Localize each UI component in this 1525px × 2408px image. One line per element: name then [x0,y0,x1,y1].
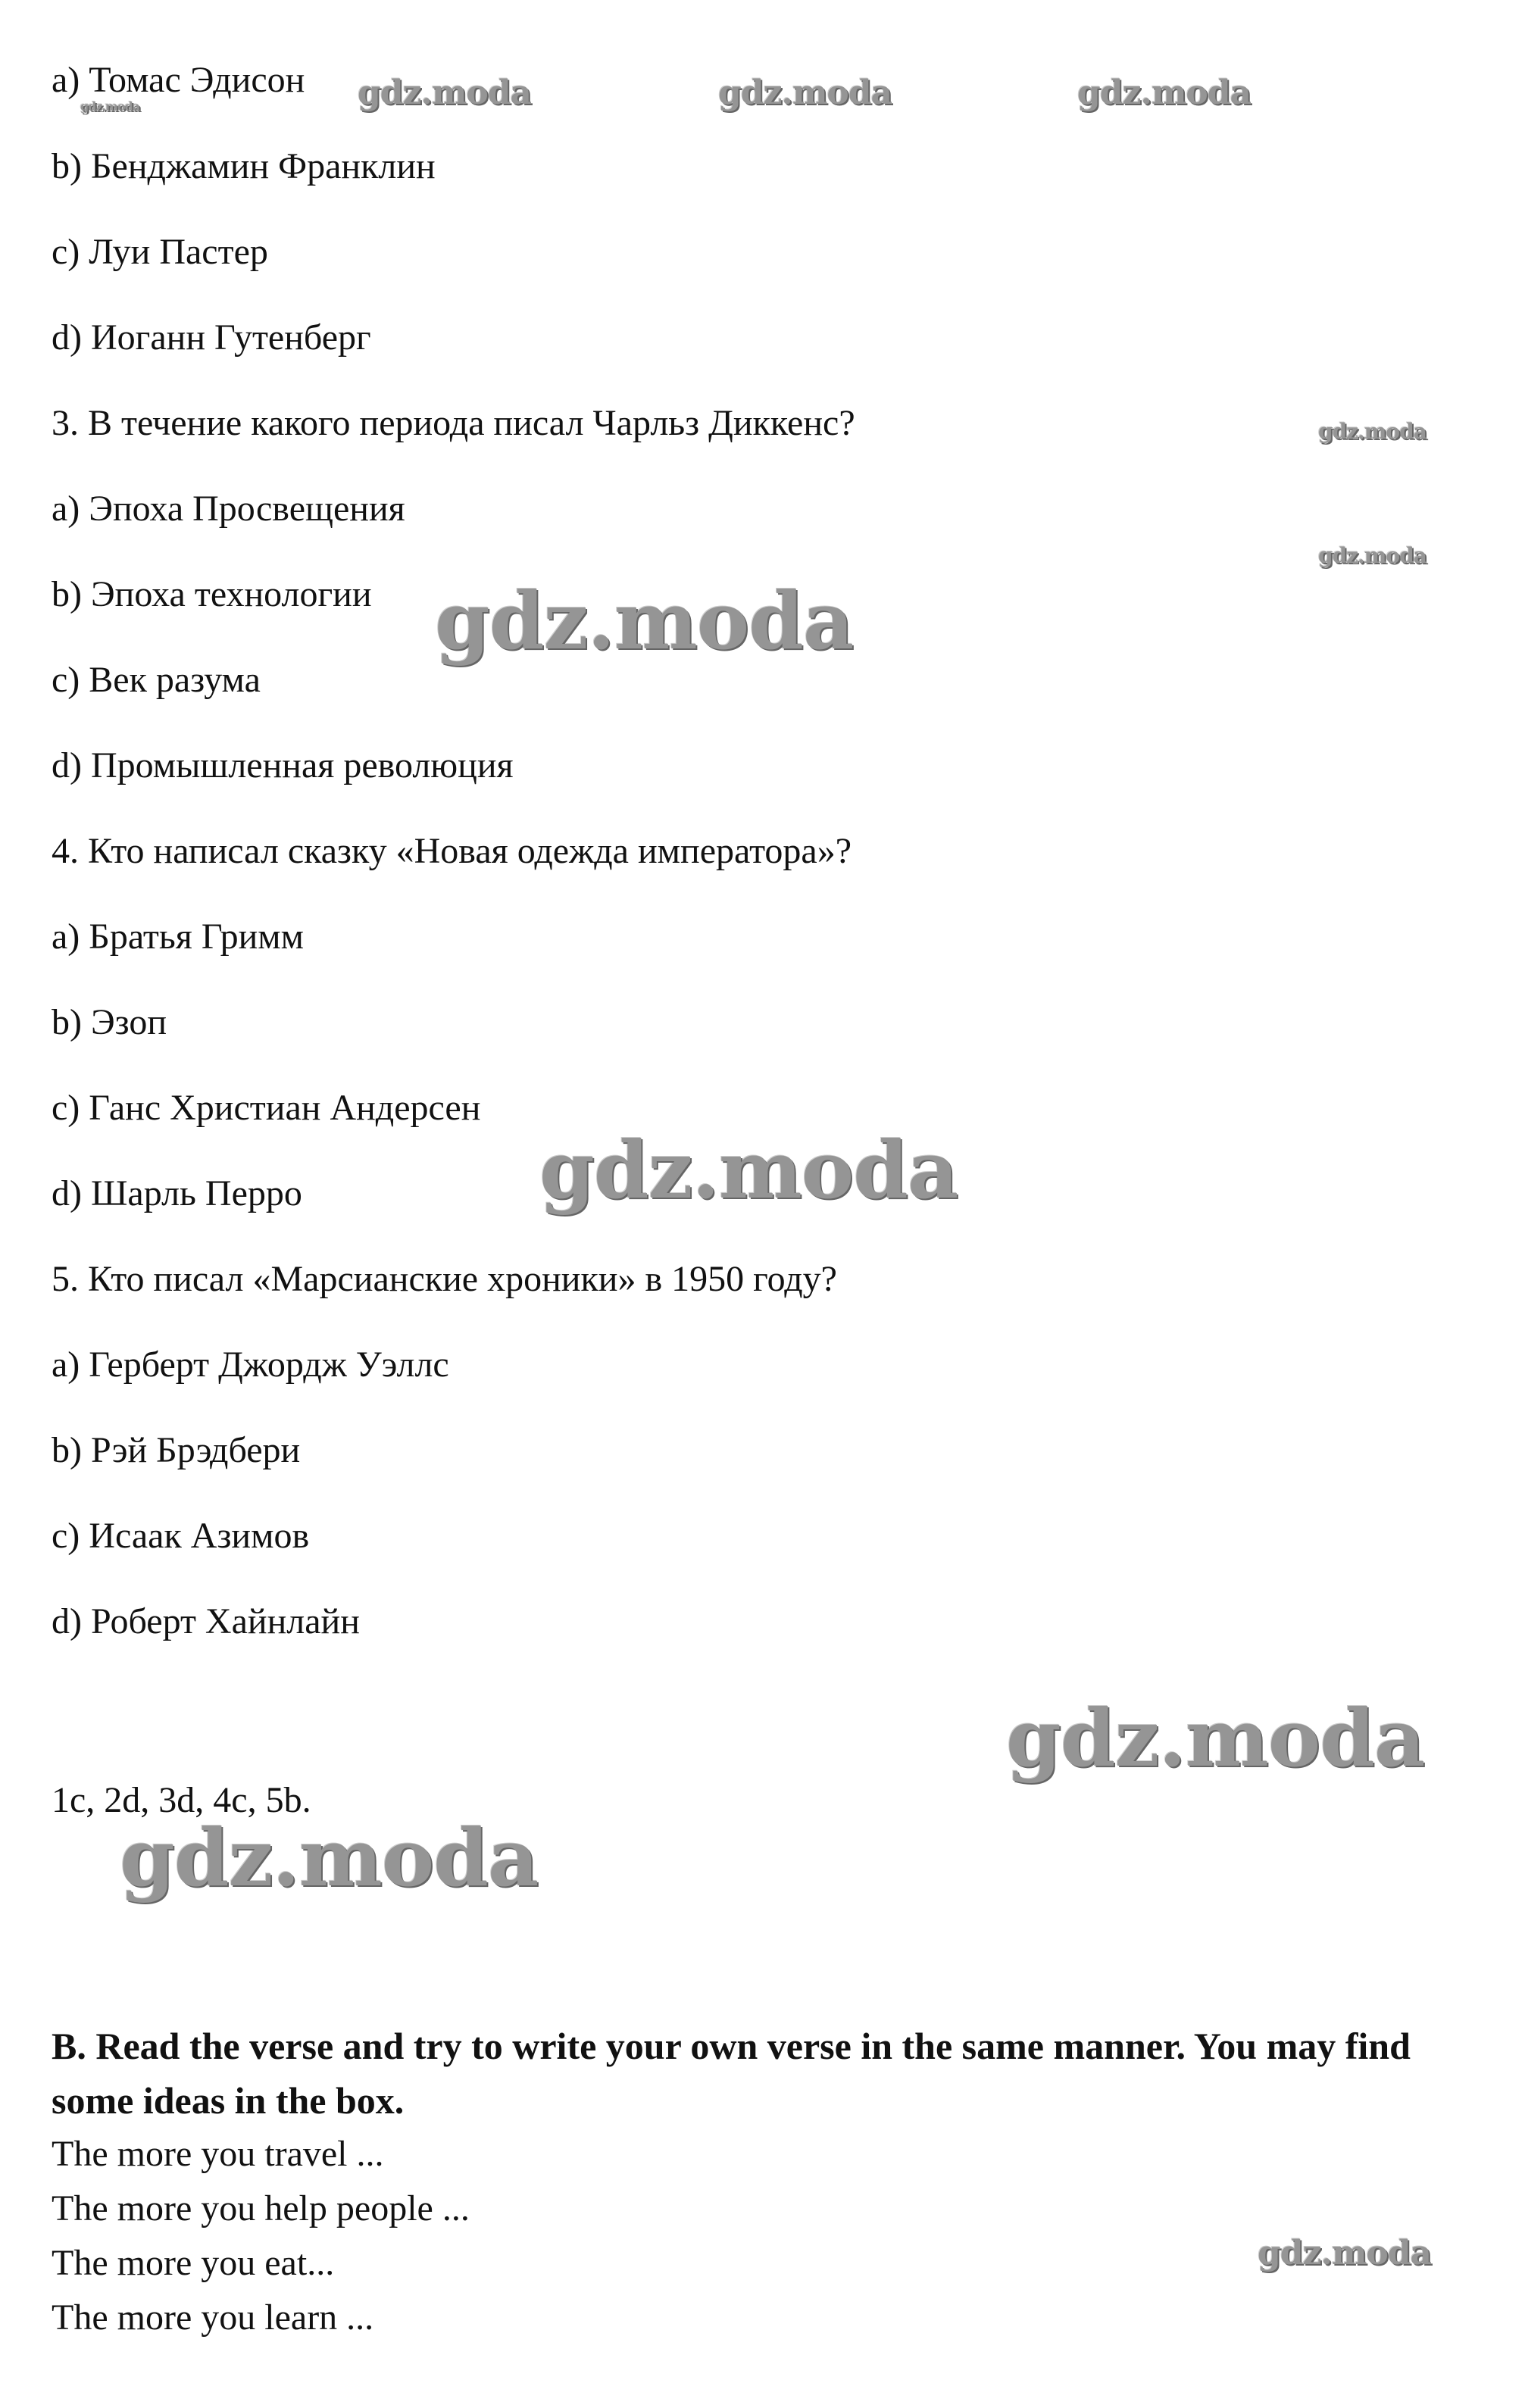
verse-line-3: The more you eat... [52,2243,335,2283]
watermark: gdz.moda [1258,2234,1432,2272]
q2-option-b: b) Бенджамин Франклин [52,146,436,186]
q4-option-a: a) Братья Гримм [52,917,305,957]
watermark: gdz.moda [80,99,140,114]
answer-key: 1c, 2d, 3d, 4c, 5b. [52,1780,311,1820]
q3-option-d: d) Промышленная революция [52,745,514,785]
watermark: gdz.moda [120,1811,539,1904]
q4-option-b: b) Эзоп [52,1002,167,1042]
verse-line-2: The more you help people ... [52,2188,470,2228]
q4-option-d: d) Шарль Перро [52,1173,302,1213]
watermark: gdz.moda [539,1123,958,1216]
q2-option-d: d) Иоганн Гутенберг [52,317,371,358]
watermark: gdz.moda [435,574,854,667]
q5-text: 5. Кто писал «Марсианские хроники» в 1950 году? [52,1259,837,1299]
watermark: gdz.moda [1077,73,1252,112]
watermark: gdz.moda [718,73,892,112]
verse-line-4: The more you learn ... [52,2297,374,2338]
q5-option-c: c) Исаак Азимов [52,1516,310,1556]
q3-text: 3. В течение какого периода писал Чарльз Диккенс? [52,403,855,443]
q2-option-c: c) Луи Пастер [52,232,268,272]
watermark: gdz.moda [1318,543,1427,568]
q3-option-c: c) Век разума [52,660,261,700]
q5-option-a: a) Герберт Джордж Уэллс [52,1345,449,1385]
q4-option-c: c) Ганс Христиан Андерсен [52,1088,481,1128]
q2-option-a: a) Томас Эдисон [52,60,305,100]
q5-option-d: d) Роберт Хайнлайн [52,1601,360,1641]
q3-option-b: b) Эпоха технологии [52,574,372,614]
q4-text: 4. Кто написал сказку «Новая одежда императора»? [52,831,852,871]
watermark: gdz.moda [358,73,532,112]
verse-line-1: The more you travel ... [52,2134,384,2174]
q5-option-b: b) Рэй Брэдбери [52,1430,301,1470]
q3-option-a: a) Эпоха Просвещения [52,489,405,529]
watermark: gdz.moda [1006,1691,1425,1785]
section-b-heading: B. Read the verse and try to write your own verse in the same manner. You may find some ideas in the box. [52,2025,1411,2122]
watermark: gdz.moda [1318,419,1427,444]
